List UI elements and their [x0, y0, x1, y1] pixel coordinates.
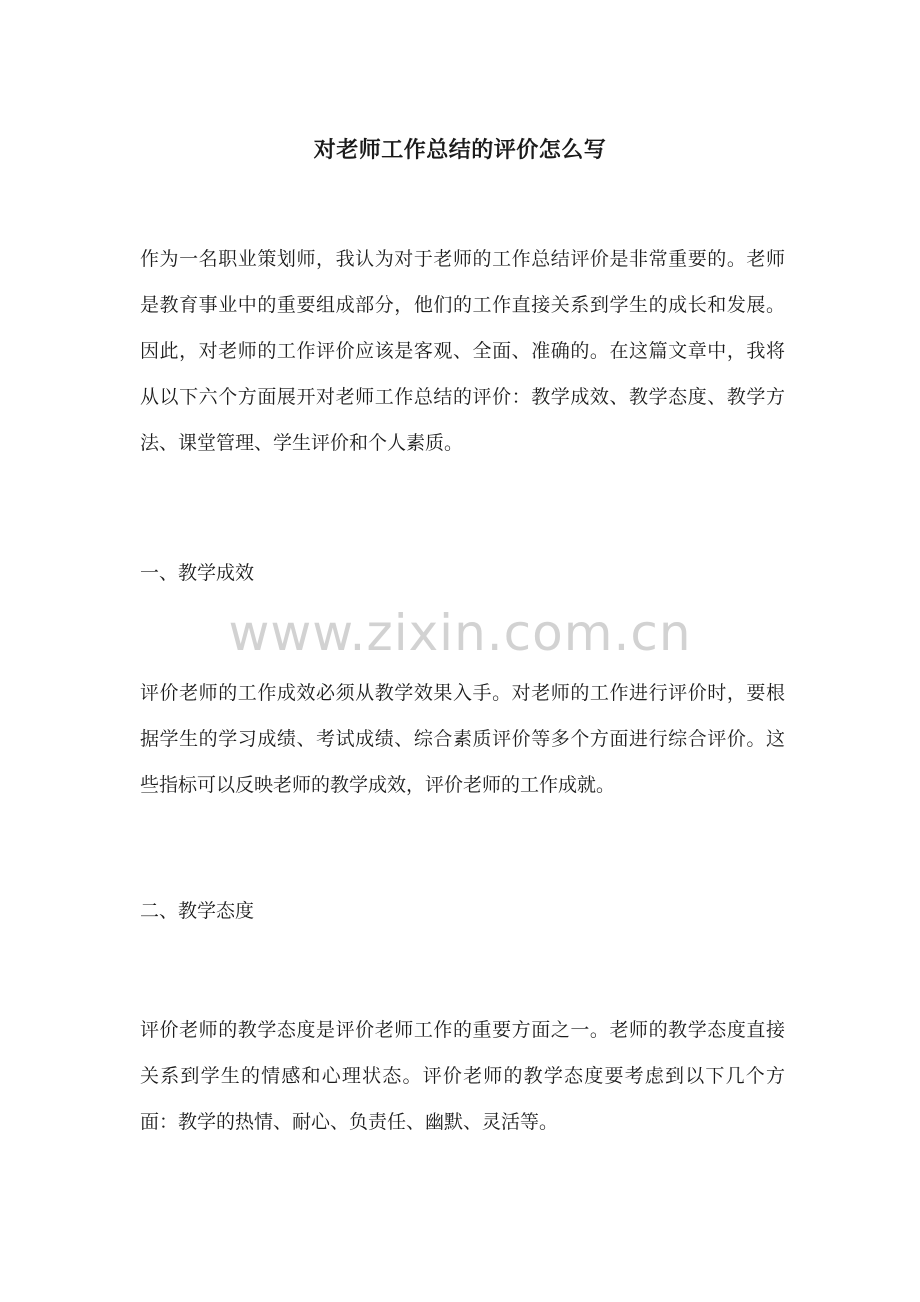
section-heading-1: 一、教学成效 [140, 562, 255, 584]
watermark-text: www.zixin.com.cn [228, 604, 692, 662]
section-body-1: 评价老师的工作成效必须从教学效果入手。对老师的工作进行评价时，要根据学生的学习成绩、考试成绩、综合素质评价等多个方面进行综合评价。这些指标可以反映老师的教学成效，评价老师的工作成就。 [140, 682, 785, 796]
document-title: 对老师工作总结的评价怎么写 [313, 136, 607, 163]
intro-paragraph: 作为一名职业策划师，我认为对于老师的工作总结评价是非常重要的。老师是教育事业中的重要组成部分，他们的工作直接关系到学生的成长和发展。因此，对老师的工作评价应该是客观、全面、准确的。在这篇文章中，我将从以下六个方面展开对老师工作总结的评价：教学成效、教学态度、教学方法、课堂管理、学生评价和个人素质。 [140, 248, 785, 454]
section-body-2: 评价老师的教学态度是评价老师工作的重要方面之一。老师的教学态度直接关系到学生的情感和心理状态。评价老师的教学态度要考虑到以下几个方面：教学的热情、耐心、负责任、幽默、灵活等。 [140, 1019, 785, 1133]
section-heading-2: 二、教学态度 [140, 900, 255, 922]
